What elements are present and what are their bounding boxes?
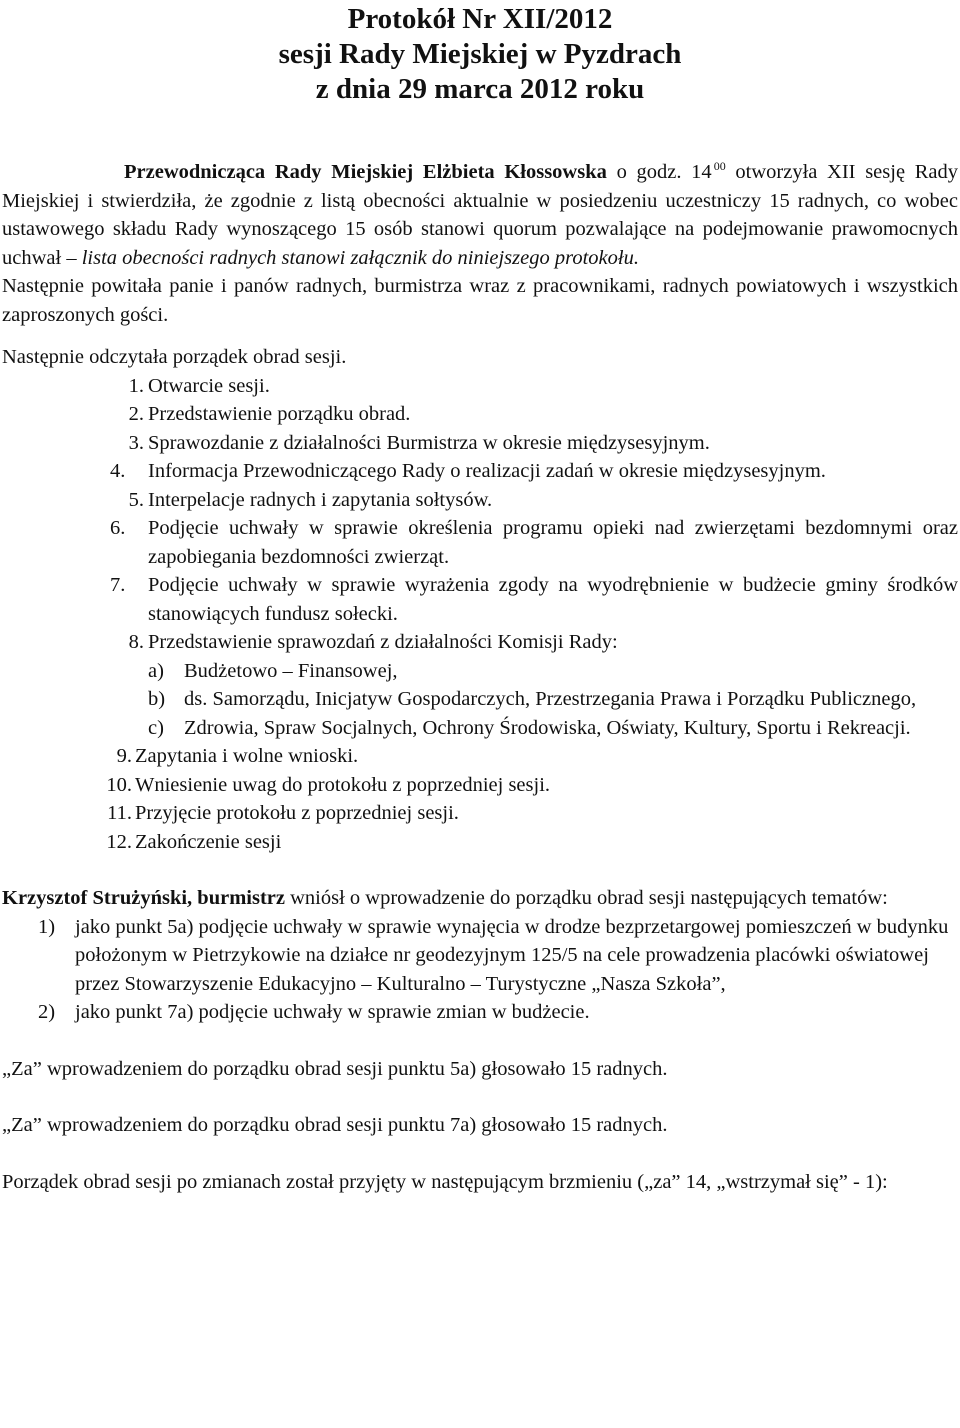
agenda-item-number: 1. [128, 374, 144, 397]
agenda-item-number: 8. [128, 631, 144, 653]
agenda-item-number: 5. [128, 488, 144, 511]
amendment-item [2, 998, 958, 1027]
mayor-paragraph [2, 884, 958, 913]
committee-item-text: Budżetowo – Finansowej, [184, 659, 398, 682]
amendment-number: 1) [38, 915, 56, 938]
amendment-text: jako punkt 5a) podjęcie uchwały w sprawie wynajęcia w drodze bezprzetargowej pomieszczeń w budynku położonym w Pietrzykowie na działce nr geodezyjnym 125/5 na cele prowadzenia placówki oświatowej przez Stowarzyszenie Edukacyjno – Kulturalno – Turystyczne „Nasza Szkoła”, [75, 915, 949, 995]
greeting-paragraph: Następnie powitała panie i panów radnych, burmistrza wraz z pracownikami, radnych powiatowych i wszystkich zaproszonych gości. [2, 275, 958, 326]
intro-section [2, 158, 958, 372]
agenda-intro: Następnie odczytała porządek obrad sesji. [2, 346, 347, 368]
agenda-item [2, 400, 958, 429]
agenda-item-text: Podjęcie uchwały w sprawie określenia programu opieki nad zwierzętami bezdomnymi oraz zapobiegania bezdomności zwierząt. [148, 517, 958, 568]
agenda-item-number: 10. [106, 773, 132, 796]
amendment-number: 2) [38, 1001, 56, 1023]
title-line-3: z dnia 29 marca 2012 roku [315, 73, 645, 105]
mayor-request-text: wniósł o wprowadzenie do porządku obrad sesji następujących tematów: [290, 887, 888, 909]
amendment-item [2, 913, 958, 999]
committee-item [2, 685, 958, 714]
agenda-item-text: Sprawozdanie z działalności Burmistrza w okresie międzysesyjnym. [148, 431, 710, 454]
agenda-item-text: Zakończenie sesji [135, 830, 282, 853]
agenda-item-number: 2. [128, 403, 144, 425]
agenda-item-number: 11. [107, 802, 132, 824]
agenda-item-text: Otwarcie sesji. [148, 374, 270, 397]
opening-body-text: otworzyła XII sesję Rady Miejskiej i stwierdziła, że zgodnie z listą obecności aktualnie w posiedzeniu uczestniczy 15 radnych, co wobec ustawowego składu Rady wynoszącego 15 osób stanowi quorum pozwalające na podejmowanie prawomocnych uchwał – [2, 161, 959, 269]
opening-time-text: o godz. 14 [616, 161, 712, 183]
committee-item [2, 657, 958, 686]
chairwoman-name: Przewodnicząca Rady Miejskiej Elżbieta Kłossowska [124, 161, 607, 183]
agenda-item-number: 4. [110, 460, 126, 482]
agenda-item-number: 9. [116, 745, 132, 767]
agenda-item-text: Przedstawienie sprawozdań z działalności Komisji Rady: [148, 631, 618, 653]
agenda-item-text: Wniesienie uwag do protokołu z poprzedniej sesji. [135, 773, 551, 796]
agenda-item-text: Podjęcie uchwały w sprawie wyrażenia zgody na wyodrębnienie w budżecie gminy środków stanowiących fundusz sołecki. [148, 574, 958, 625]
agenda-item [2, 771, 958, 800]
agenda-item-text: Przedstawienie porządku obrad. [148, 403, 411, 425]
mayor-name: Krzysztof Strużyński, burmistrz [2, 887, 285, 909]
agenda-item-number: 12. [106, 830, 132, 853]
agenda-item-text: Interpelacje radnych i zapytania sołtysów. [148, 488, 493, 511]
agenda-item-text: Zapytania i wolne wnioski. [135, 745, 359, 767]
vote-5a: „Za” wprowadzeniem do porządku obrad sesji punktu 5a) głosowało 15 radnych. [2, 1057, 668, 1080]
agenda-item-number: 6. [110, 517, 126, 539]
agenda-item [2, 571, 958, 628]
agenda-item [2, 514, 958, 571]
opening-time-minutes: 00 [713, 159, 726, 174]
committee-item-letter: b) [148, 688, 166, 710]
agenda-item [2, 742, 958, 771]
agenda-item [2, 429, 958, 458]
amendments-list [2, 913, 958, 1027]
attendance-note: lista obecności radnych stanowi załącznik do niniejszego protokołu. [81, 246, 639, 269]
committee-item-text: ds. Samorządu, Inicjatyw Gospodarczych, Przestrzegania Prawa i Porządku Publicznego, [184, 688, 917, 710]
agenda-item [2, 799, 958, 828]
agenda-item [2, 457, 958, 486]
committee-item-letter: c) [148, 716, 164, 739]
committee-item-text: Zdrowia, Spraw Socjalnych, Ochrony Środowiska, Oświaty, Kultury, Sportu i Rekreacji. [184, 716, 911, 739]
agenda-item [2, 628, 958, 657]
committee-item [2, 714, 958, 743]
agenda-item [2, 828, 958, 857]
agenda-item-number: 7. [110, 574, 126, 596]
agenda-item-number: 3. [128, 431, 144, 454]
vote-7a: „Za” wprowadzeniem do porządku obrad sesji punktu 7a) głosowało 15 radnych. [2, 1114, 668, 1136]
opening-paragraph [2, 158, 958, 272]
final-agenda-vote: Porządek obrad sesji po zmianach został przyjęty w następującym brzmieniu („za” 14, „wstrzymał się” - 1): [2, 1170, 888, 1193]
committee-item-letter: a) [148, 659, 164, 682]
agenda-item-text: Informacja Przewodniczącego Rady o realizacji zadań w okresie międzysesyjnym. [148, 460, 826, 482]
title-line-1: Protokół Nr XII/2012 [347, 3, 613, 35]
agenda-list [2, 372, 958, 857]
document-title [2, 0, 958, 107]
title-line-2: sesji Rady Miejskiej w Pyzdrach [278, 38, 682, 70]
agenda-item-text: Przyjęcie protokołu z poprzedniej sesji. [135, 802, 459, 824]
agenda-item [2, 486, 958, 515]
agenda-item [2, 372, 958, 401]
amendment-text: jako punkt 7a) podjęcie uchwały w sprawie zmian w budżecie. [75, 1001, 590, 1023]
